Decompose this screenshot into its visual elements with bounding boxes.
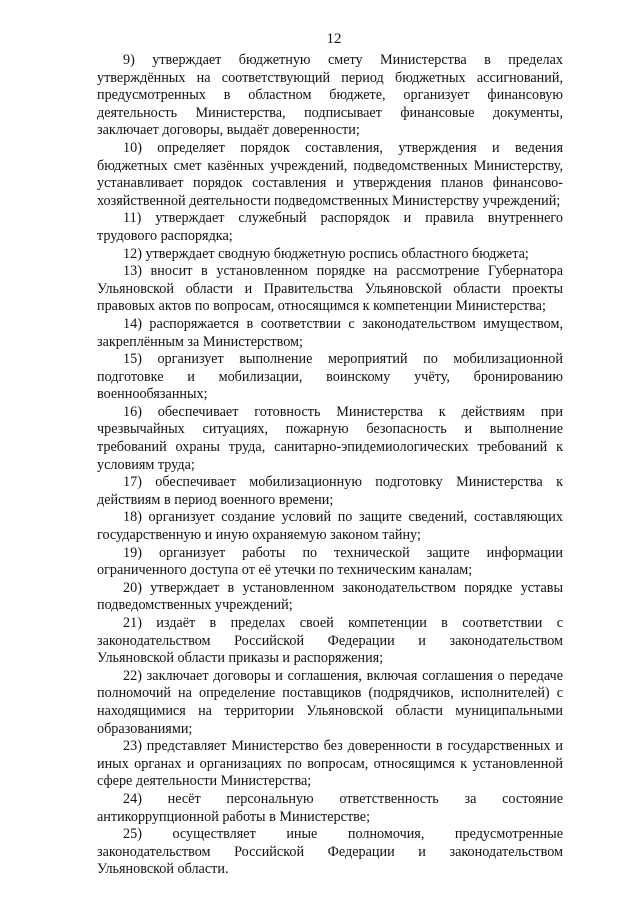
list-item: 11) утверждает служебный распорядок и правила внутреннего трудового распорядка; [97,210,563,244]
list-item: 25) осуществляет иные полномочия, предусмотренные законодательством Российской Федерации и законодательством Ульяновской области. [97,826,563,878]
list-item: 23) представляет Министерство без доверенности в государственных и иных органах и организациях по вопросам, относящимся к установленной сфере деятельности Министерства; [97,738,563,790]
list-item: 15) организует выполнение мероприятий по мобилизационной подготовке и мобилизации, воинскому учёту, бронированию военнообязанных; [97,351,563,403]
list-item: 9) утверждает бюджетную смету Министерства в пределах утверждённых на соответствующий период бюджетных ассигнований, предусмотренных в областном бюджете, организует финансовую деятельность Министерства, подписывает финансовые документы, заключает договоры, выдаёт доверенности; [97,52,563,139]
list-item: 20) утверждает в установленном законодательством порядке уставы подведомственных учреждений; [97,579,563,614]
list-item: 13) вносит в установленном порядке на рассмотрение Губернатора Ульяновской области и Правительства Ульяновской области проекты правовых актов по вопросам, относящимся к компетенции Министерства; [97,263,563,315]
powers-list [97,52,563,879]
list-item: 12) утверждает сводную бюджетную роспись областного бюджета; [123,245,529,262]
list-item: 21) издаёт в пределах своей компетенции в соответствии с законодательством Российской Федерации и законодательством Ульяновской области приказы и распоряжения; [97,615,563,667]
list-item: 18) организует создание условий по защите сведений, составляющих государственную и иную охраняемую законом тайну; [97,509,563,544]
list-item: 19) организует работы по технической защите информации ограниченного доступа от её утечки по техническим каналам; [97,544,563,579]
page-number: 12 [326,31,342,47]
list-item: 14) распоряжается в соответствии с законодательством имуществом, закреплённым за Министерством; [97,315,563,350]
list-item: 10) определяет порядок составления, утверждения и ведения бюджетных смет казённых учреждений, подведомственных Министерству, устанавливает порядок составления и утверждения планов финансово-хозяйственной деятельности подведомственных Министерству учреждений; [97,139,563,209]
list-item: 22) заключает договоры и соглашения, включая соглашения о передаче полномочий на определение поставщиков (подрядчиков, исполнителей) с находящимися на территории Ульяновской области муниципальными образованиями; [97,667,563,737]
list-item: 17) обеспечивает мобилизационную подготовку Министерства к действиям в период военного времени; [97,474,563,508]
list-item: 16) обеспечивает готовность Министерства к действиям при чрезвычайных ситуациях, пожарную безопасность и выполнение требований охраны труда, санитарно-эпидемиологических требований к условиям труда; [97,403,563,473]
list-item: 24) несёт персональную ответственность за состояние антикоррупционной работы в Министерстве; [97,790,563,825]
